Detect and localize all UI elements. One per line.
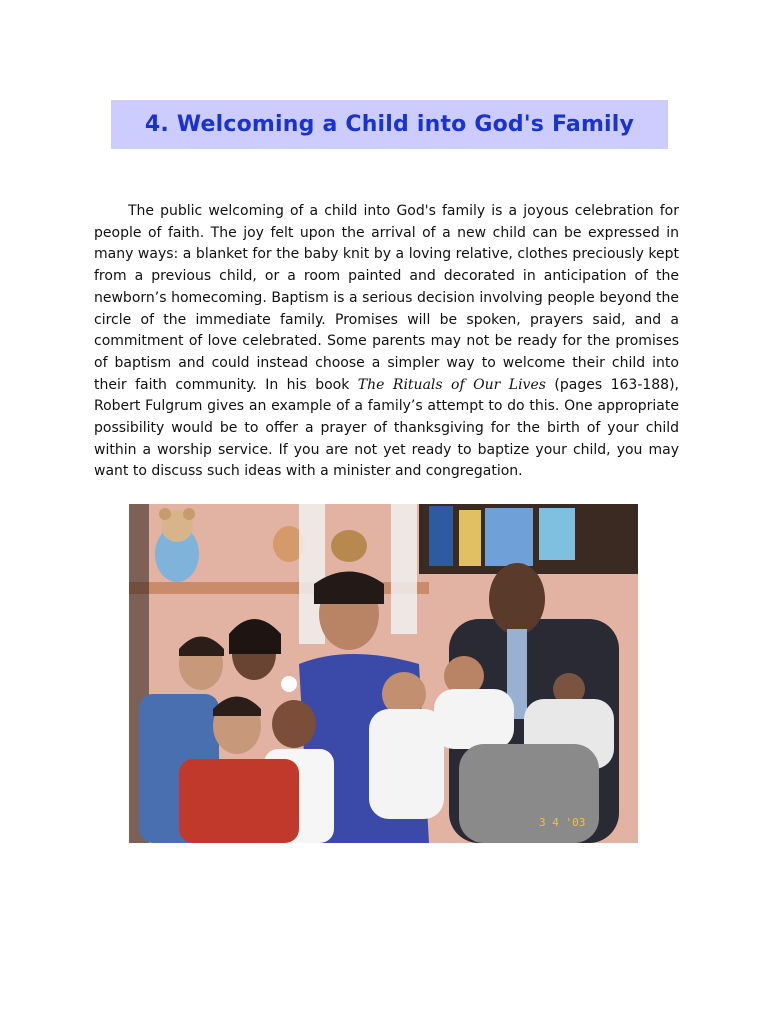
body-text-part-1: The public welcoming of a child into God's family is a joyous celebration for people of faith. The joy felt upon the arrival of a new child can be expressed in many ways: a blanket for the baby knit by a loving relative, clothes preciously kept from a previous child, or a room painted and decorated in anticipation of the newborn’s homecoming. Baptism is a serious decision involving people beyond the circle of the immediate family. Promises will be spoken, prayers said, and a commitment of love celebrated. Some parents may not be ready for the promises of baptism and could instead choose a simpler way to welcome their child into their faith community. In his book: [94, 203, 679, 393]
section-title-bar: [111, 100, 668, 149]
wall-ornament-right: [331, 530, 367, 562]
gift-bag: [485, 508, 533, 566]
book-title: The Rituals of Our Lives: [357, 376, 546, 393]
paper-garland-right: [391, 504, 417, 634]
family-photo-illustration: [129, 504, 638, 843]
photo-date-stamp: 3 4 '03: [539, 816, 586, 829]
body-paragraph: [94, 201, 679, 483]
section-title: 4. Welcoming a Child into God's Family: [144, 112, 635, 137]
gift-bag: [539, 508, 575, 560]
gift-bag: [429, 506, 453, 566]
gift-bag: [459, 510, 481, 566]
family-photo: [129, 504, 638, 843]
body-text-part-2: (pages 163-188), Robert Fulgrum gives an example of a family’s attempt to do this. One appropriate possibility would be to offer a prayer of thanksgiving for the birth of your child within a worship service. If you are not yet ready to baptize your child, you may want to discuss such ideas with a minister and congregation.: [94, 376, 680, 480]
